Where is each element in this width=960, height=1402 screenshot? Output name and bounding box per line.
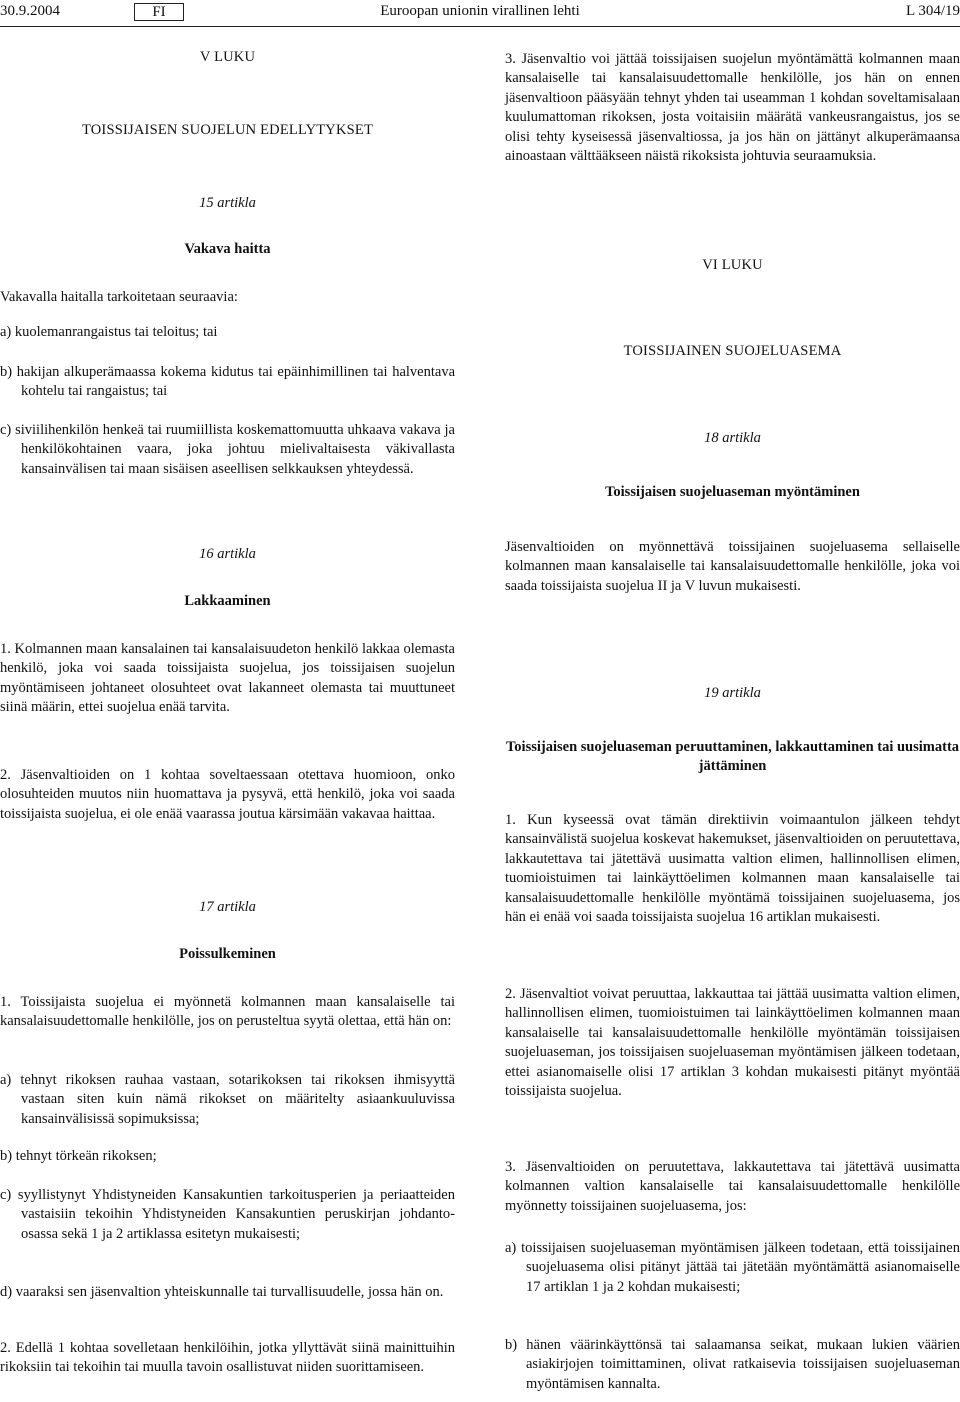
page-reference: L 304/19 bbox=[905, 3, 960, 19]
article-17-item-c: c) syyllistynyt Yhdistyneiden Kansakuntien tarkoitusperien ja periaatteiden vastaisiin tekoihin Yhdistyneiden Kansakuntien peruskirjan johdanto-osassa sekä 1 ja 2 artiklassa esitetyn mukaisesti; bbox=[0, 1187, 455, 1242]
article-19-title: Toissijaisen suojeluaseman peruuttaminen, lakkauttaminen tai uusimatta jättäminen bbox=[505, 739, 960, 775]
chapter-title: TOISSIJAISEN SUOJELUN EDELLYTYKSET bbox=[81, 122, 374, 138]
language-badge: FI bbox=[134, 3, 184, 21]
article-15-item-a: a) kuolemanrangaistus tai teloitus; tai bbox=[0, 324, 218, 340]
article-19-item-b: b) hänen väärinkäyttönsä tai salaamansa seikat, mukaan lukien väärien asiakirjojen toimittaminen, olivat ratkaisevia toissijaisen suojeluaseman myöntämisen kannalta. bbox=[505, 1337, 960, 1392]
article-19-paragraph-1: 1. Kun kyseessä ovat tämän direktiivin voimaantulon jälkeen tehdyt kansainvälistä suojelua koskevat hakemukset, jäsenvaltioiden on peruutettava, lakkautettava tai jätettävä uusimatta valtion elimen, hallinnollisen elimen, tuomioistuimen tai lainkäyttöelimen kolmannen maan kansalaiselle tai kansalaisuudettomalle henkilölle myöntämä toissijainen suojeluasema, jos hän ei enää voi saada toissijaista suojelua 16 artiklan mukaisesti. bbox=[505, 812, 960, 926]
article-19-number: 19 artikla bbox=[704, 685, 761, 701]
article-15-number: 15 artikla bbox=[199, 195, 256, 211]
page-header bbox=[0, 0, 960, 26]
article-15-title: Vakava haitta bbox=[184, 241, 271, 257]
article-17-paragraph-3: 3. Jäsenvaltio voi jättää toissijaisen suojelun myöntämättä kolmannen maan kansalaiselle tai kansalaisuudettomalle henkilölle, jos hän on ennen jäsenvaltioon pääsyään tehnyt yhden tai useamman 1 kohdan soveltamisalaan kuulumattoman rikoksen, josta voitaisiin määrätä vankeusrangaistus, jos se olisi tehty kyseisessä jäsenvaltiossa, ja jos hän on jättänyt alkuperämaansa ainoastaan välttääkseen näistä rikoksista johtuvia seuraamuksia. bbox=[505, 51, 960, 165]
publication-date: 30.9.2004 bbox=[0, 3, 60, 19]
chapter-heading: V LUKU bbox=[199, 49, 256, 65]
header-divider bbox=[0, 26, 960, 27]
article-16-title: Lakkaaminen bbox=[184, 593, 271, 609]
article-18-text: Jäsenvaltioiden on myönnettävä toissijainen suojeluasema sellaiselle kolmannen maan kansalaiselle tai kansalaisuudettomalle henkilölle, joka voi saada toissijaista suojelua II ja V luvun mukaisesti. bbox=[505, 539, 960, 594]
article-18-number: 18 artikla bbox=[704, 430, 761, 446]
article-16-paragraph-2: 2. Jäsenvaltioiden on 1 kohtaa soveltaessaan otettava huomioon, onko olosuhteiden muutos niin huomattava ja pysyvä, että henkilö, joka voi saada toissijaista suojelua, ei ole enää vaarassa joutua kärsimään vakavaa haittaa. bbox=[0, 767, 455, 822]
article-19-item-a: a) toissijaisen suojeluaseman myöntämisen jälkeen todetaan, että toissijainen suojeluasema olisi pitänyt jättää tai jätetään myöntämättä asianomaiselle 17 artiklan 1 ja 2 kohdan mukaisesti; bbox=[505, 1240, 960, 1295]
chapter-heading: VI LUKU bbox=[702, 257, 763, 273]
article-17-paragraph-2: 2. Edellä 1 kohtaa sovelletaan henkilöihin, jotka yllyttävät siinä mainittuihin rikoksiin tai tekoihin tai muulla tavoin osallistuvat niiden suorittamiseen. bbox=[0, 1340, 455, 1376]
journal-title: Euroopan unionin virallinen lehti bbox=[380, 3, 580, 19]
article-17-paragraph-1: 1. Toissijaista suojelua ei myönnetä kolmannen maan kansalaiselle tai kansalaisuudettomalle henkilölle, jos on perusteltua syytä olettaa, että hän on: bbox=[0, 994, 455, 1030]
article-16-number: 16 artikla bbox=[199, 546, 256, 562]
article-16-paragraph-1: 1. Kolmannen maan kansalainen tai kansalaisuudeton henkilö lakkaa olemasta henkilö, joka voi saada toissijaista suojelua, jos toissijaisen suojelun myöntämiseen johtaneet olosuhteet ovat lakanneet olemasta tai muuttuneet siinä määrin, ettei suojelua enää tarvita. bbox=[0, 641, 455, 716]
article-17-number: 17 artikla bbox=[199, 899, 256, 915]
article-18-title: Toissijaisen suojeluaseman myöntäminen bbox=[605, 484, 860, 500]
article-15-item-b: b) hakijan alkuperämaassa kokema kidutus tai epäinhimillinen tai halventava kohtelu tai rangaistus; tai bbox=[0, 364, 455, 400]
article-15-intro: Vakavalla haitalla tarkoitetaan seuraavia: bbox=[0, 289, 238, 305]
article-17-title: Poissulkeminen bbox=[179, 946, 276, 962]
chapter-title: TOISSIJAINEN SUOJELUASEMA bbox=[623, 343, 842, 359]
article-17-item-b: b) tehnyt törkeän rikoksen; bbox=[0, 1148, 157, 1164]
article-15-item-c: c) siviilihenkilön henkeä tai ruumiillista koskemattomuutta uhkaava vakava ja henkilökohtainen vaara, joka johtuu mielivaltaisesta väkivallasta kansainvälisen tai maan sisäisen aseellisen selkkauksen yhteydessä. bbox=[0, 422, 455, 477]
article-17-item-a: a) tehnyt rikoksen rauhaa vastaan, sotarikoksen tai rikoksen ihmisyyttä vastaan siten kuin nämä rikokset on määritelty asiaankuuluvissa kansainvälisissä sopimuksissa; bbox=[0, 1072, 455, 1127]
article-19-paragraph-3: 3. Jäsenvaltioiden on peruutettava, lakkautettava tai jätettävä uusimatta kolmannen valtion kansalaiselle tai kansalaisuudettomalle henkilölle myönnetty toissijainen suojeluasema, jos: bbox=[505, 1159, 960, 1214]
article-17-item-d: d) vaaraksi sen jäsenvaltion yhteiskunnalle tai turvallisuudelle, jossa hän on. bbox=[0, 1284, 444, 1300]
article-19-paragraph-2: 2. Jäsenvaltiot voivat peruuttaa, lakkauttaa tai jättää uusimatta valtion elimen, hallinnollisen elimen, tuomioistuimen tai lainkäyttöelimen kolmannen maan kansalaiselle tai kansalaisuudettomalle henkilölle myöntämän toissijaisen suojeluaseman, jos toissijaisen suojeluaseman myöntämisen jälkeen todetaan, ettei asianomaiselle olisi 17 artiklan 3 kohdan mukaisesti pitänyt myöntää toissijaista suojelua. bbox=[505, 986, 960, 1100]
